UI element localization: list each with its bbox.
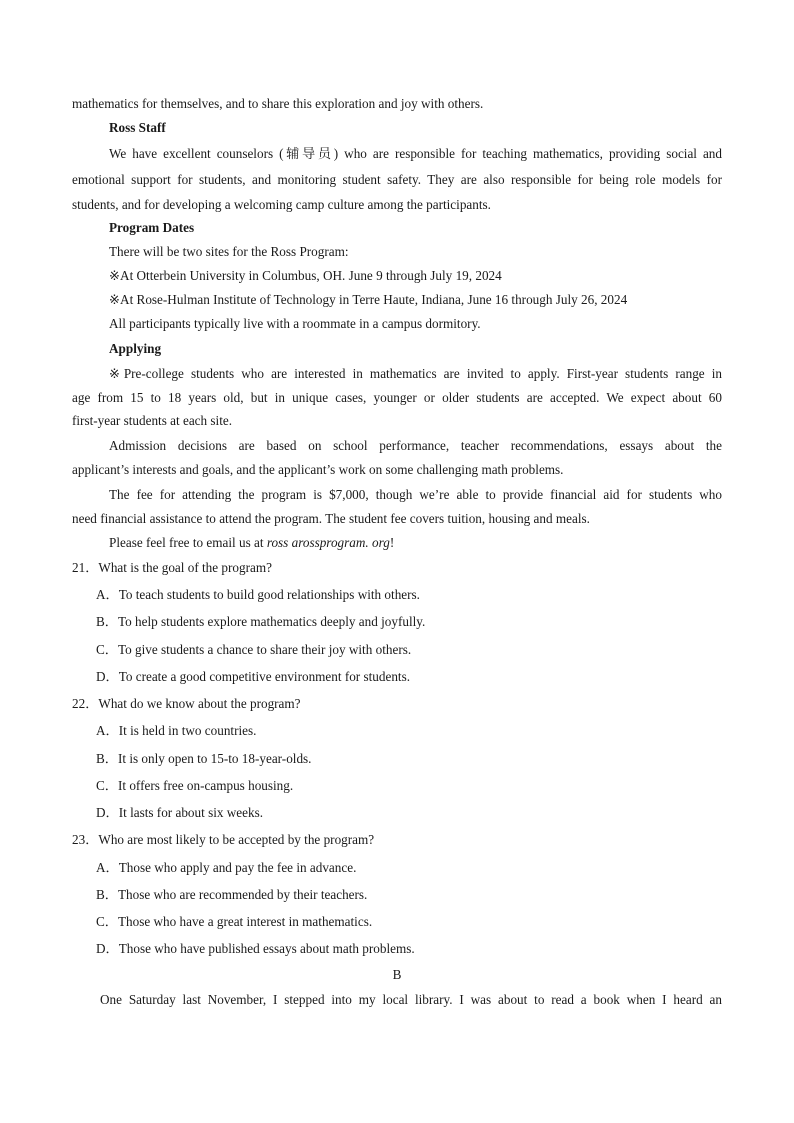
- question-23-option-d: D．Those who have published essays about math problems.: [96, 941, 415, 956]
- staff-heading: Ross Staff: [109, 120, 166, 135]
- dates-line-1: There will be two sites for the Ross Program:: [109, 244, 349, 259]
- question-21-option-d: D．To create a good competitive environment for students.: [96, 669, 411, 684]
- question-22-option-b: B．It is only open to 15-to 18-year-olds.: [96, 751, 312, 766]
- apply-line-1: ※Pre-college students who are interested in mathematics are invited to apply. First-year students range in: [109, 366, 722, 381]
- dates-line-4: All participants typically live with a roommate in a campus dormitory.: [109, 316, 481, 331]
- question-22-stem: 22．What do we know about the program?: [72, 696, 301, 711]
- applying-heading: Applying: [109, 341, 162, 356]
- question-22-option-c: C．It offers free on-campus housing.: [96, 778, 294, 793]
- dates-line-2: ※At Otterbein University in Columbus, OH. June 9 through July 19, 2024: [109, 268, 502, 283]
- email-prefix: Please feel free to email us at: [109, 535, 267, 550]
- apply-line-2: age from 15 to 18 years old, but in unique cases, younger or older students are accepted. We expect about 60: [72, 390, 722, 405]
- question-23-option-b: B．Those who are recommended by their teachers.: [96, 887, 368, 902]
- admission-line-2: applicant’s interests and goals, and the applicant’s work on some challenging math problems.: [72, 462, 564, 477]
- question-23-option-a: A．Those who apply and pay the fee in advance.: [96, 860, 357, 875]
- passage-b-label: B: [392, 967, 402, 982]
- question-23-stem: 23．Who are most likely to be accepted by the program?: [72, 832, 375, 847]
- question-22-option-d: D．It lasts for about six weeks.: [96, 805, 264, 820]
- email-address: ross arossprogram. org: [266, 535, 390, 550]
- fee-line-2: need financial assistance to attend the program. The student fee covers tuition, housing and meals.: [72, 511, 590, 526]
- admission-line-1: Admission decisions are based on school performance, teacher recommendations, essays about the: [109, 438, 722, 453]
- fee-line-1: The fee for attending the program is $7,000, though we’re able to provide financial aid for students who: [109, 487, 722, 502]
- question-22-option-a: A．It is held in two countries.: [96, 723, 257, 738]
- email-suffix: !: [389, 535, 395, 550]
- question-21-option-b: B．To help students explore mathematics deeply and joyfully.: [96, 614, 426, 629]
- question-23-option-c: C．Those who have a great interest in mathematics.: [96, 914, 373, 929]
- email-line: [109, 535, 394, 551]
- passage-b-line-1: One Saturday last November, I stepped into my local library. I was about to read a book when I heard an: [100, 992, 722, 1007]
- staff-line-3: students, and for developing a welcoming camp culture among the participants.: [72, 197, 491, 212]
- apply-line-3: first-year students at each site.: [72, 413, 233, 428]
- question-21-option-a: A．To teach students to build good relationships with others.: [96, 587, 420, 602]
- staff-line-1: We have excellent counselors (辅导员) who are responsible for teaching mathematics, providing social and: [109, 146, 722, 161]
- question-21-option-c: C．To give students a chance to share their joy with others.: [96, 642, 412, 657]
- passage-a-intro-end: mathematics for themselves, and to share this exploration and joy with others.: [72, 96, 484, 111]
- dates-line-3: ※At Rose-Hulman Institute of Technology in Terre Haute, Indiana, June 16 through July 26, 2024: [109, 292, 628, 307]
- staff-line-2: emotional support for students, and monitoring student safety. They are also responsible for being role models for: [72, 172, 722, 187]
- question-21-stem: 21．What is the goal of the program?: [72, 560, 272, 575]
- dates-heading: Program Dates: [109, 220, 195, 235]
